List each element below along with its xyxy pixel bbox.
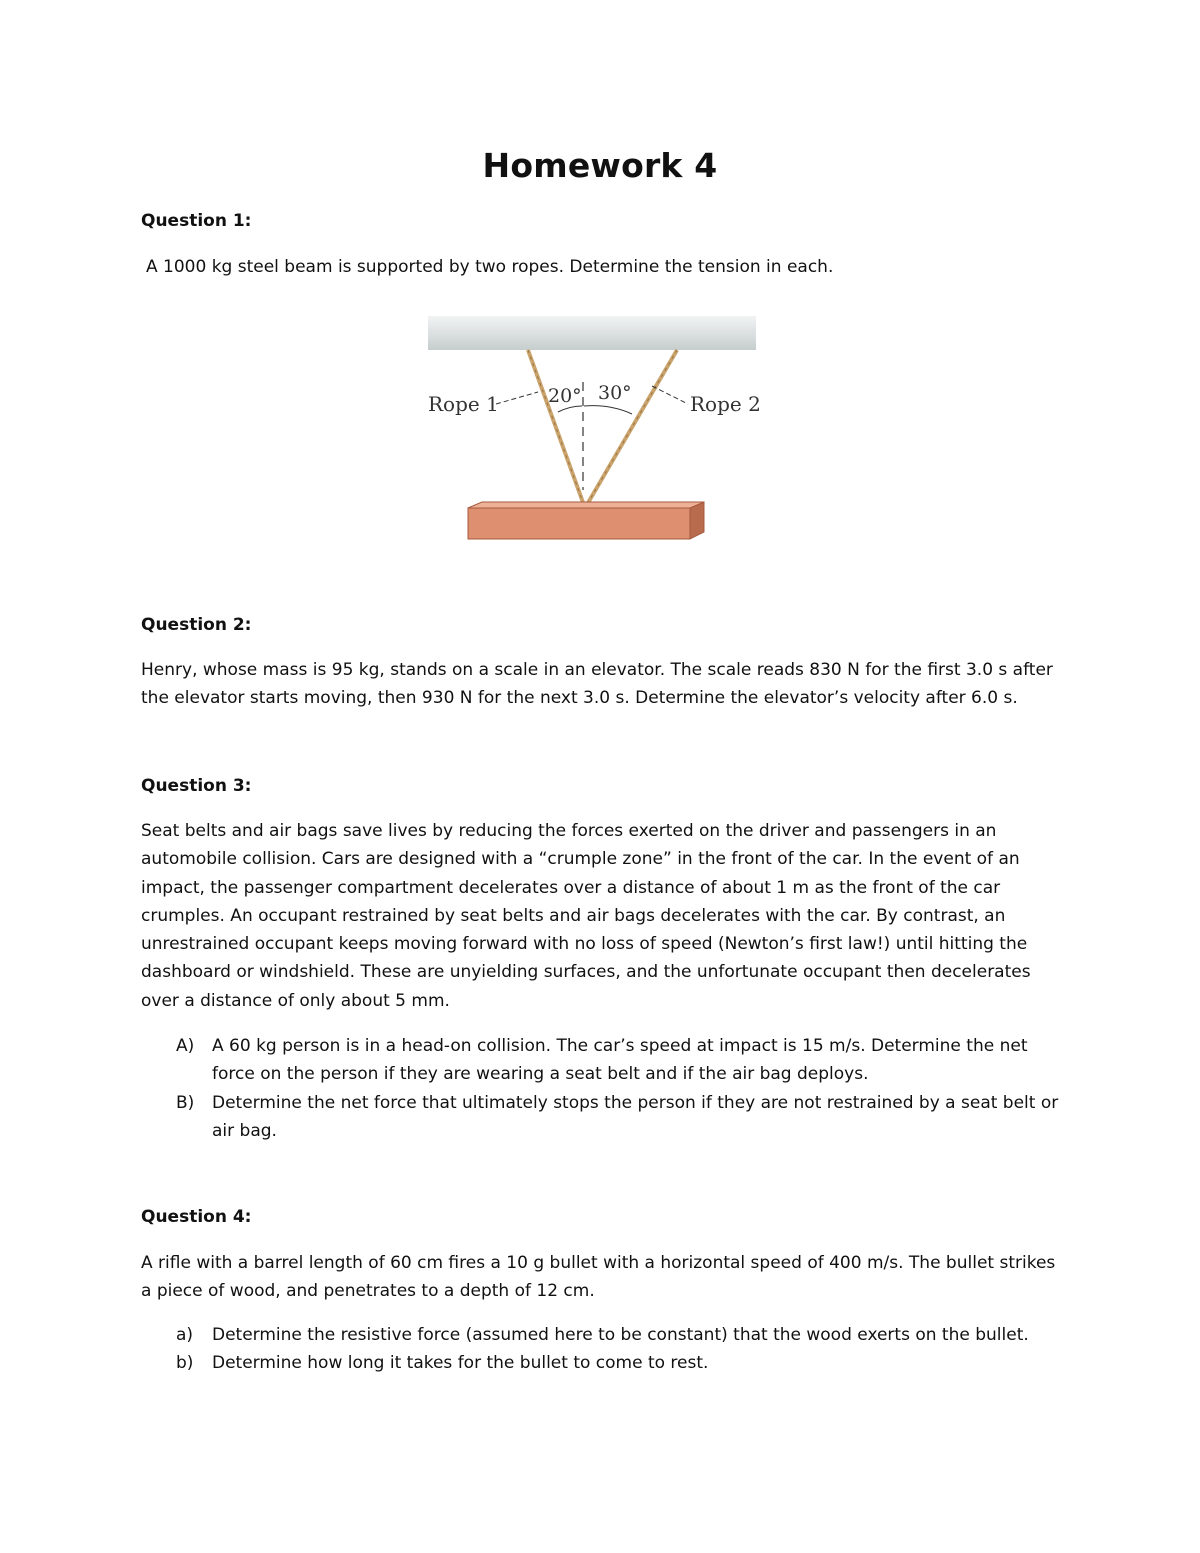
question-4-heading: Question 4: [141,1207,252,1227]
list-label: a) [176,1325,194,1345]
list-text: A 60 kg person is in a head-on collision. The car’s speed at impact is 15 m/s. Determine the net force on the person if they are wearing a seat belt and if the air bag deploys. [212,1036,1028,1085]
list-text: Determine the net force that ultimately stops the person if they are not restrained by a seat belt or air bag. [212,1092,1059,1141]
question-1-text: A 1000 kg steel beam is supported by two ropes. Determine the tension in each. [146,257,834,277]
list-item [176,1349,1061,1377]
list-item [176,1321,1061,1349]
angle-1-label: 20° [548,385,582,407]
list-text: Determine the resistive force (assumed here to be constant) that the wood exerts on the bullet. [212,1325,1029,1345]
beam-top-face [468,502,704,508]
question-3-text: Seat belts and air bags save lives by reducing the forces exerted on the driver and passengers in an automobile collision. Cars are designed with a “crumple zone” in the front of the car. In the event of an impact, the passenger compartment decelerates over a distance of about 1 m as the front of the car crumples. An occupant restrained by seat belts and air bags decelerates with the car. By contrast, an unrestrained occupant keeps moving forward with no loss of speed (Newton’s first law!) until hitting the dashboard or windshield. These are unyielding surfaces, and the unfortunate occupant then decelerates over a distance of only about 5 mm. [141,821,1031,1011]
question-3-heading: Question 3: [141,776,252,796]
list-label: B) [176,1092,195,1113]
diagram-svg [420,312,765,544]
rope-2-leader [652,386,688,404]
rope-1-leader [496,392,538,404]
rope-2-label: Rope 2 [690,392,761,416]
question-2-heading: Question 2: [141,615,252,635]
list-item [176,1032,1061,1089]
question-4-list [176,1321,1061,1378]
list-label: A) [176,1036,195,1056]
steel-beam [468,508,690,539]
angle-arc-2 [584,406,632,414]
list-item [176,1089,1061,1146]
list-label: b) [176,1353,194,1374]
question-1-heading: Question 1: [141,211,252,231]
question-3-list [176,1032,1061,1145]
ceiling [428,316,756,350]
question-2-text: Henry, whose mass is 95 kg, stands on a scale in an elevator. The scale reads 830 N for the first 3.0 s after the elevator starts moving, then 930 N for the next 3.0 s. Determine the elevator’s velocity after 6.0 s. [141,660,1053,709]
rope-1-label: Rope 1 [428,392,499,416]
page-title: Homework 4 [482,146,718,185]
rope-beam-diagram [420,312,765,544]
question-4-text: A rifle with a barrel length of 60 cm fires a 10 g bullet with a horizontal speed of 400 m/s. The bullet strikes a piece of wood, and penetrates to a depth of 12 cm. [141,1253,1056,1302]
list-text: Determine how long it takes for the bullet to come to rest. [212,1353,709,1374]
angle-2-label: 30° [598,382,632,404]
